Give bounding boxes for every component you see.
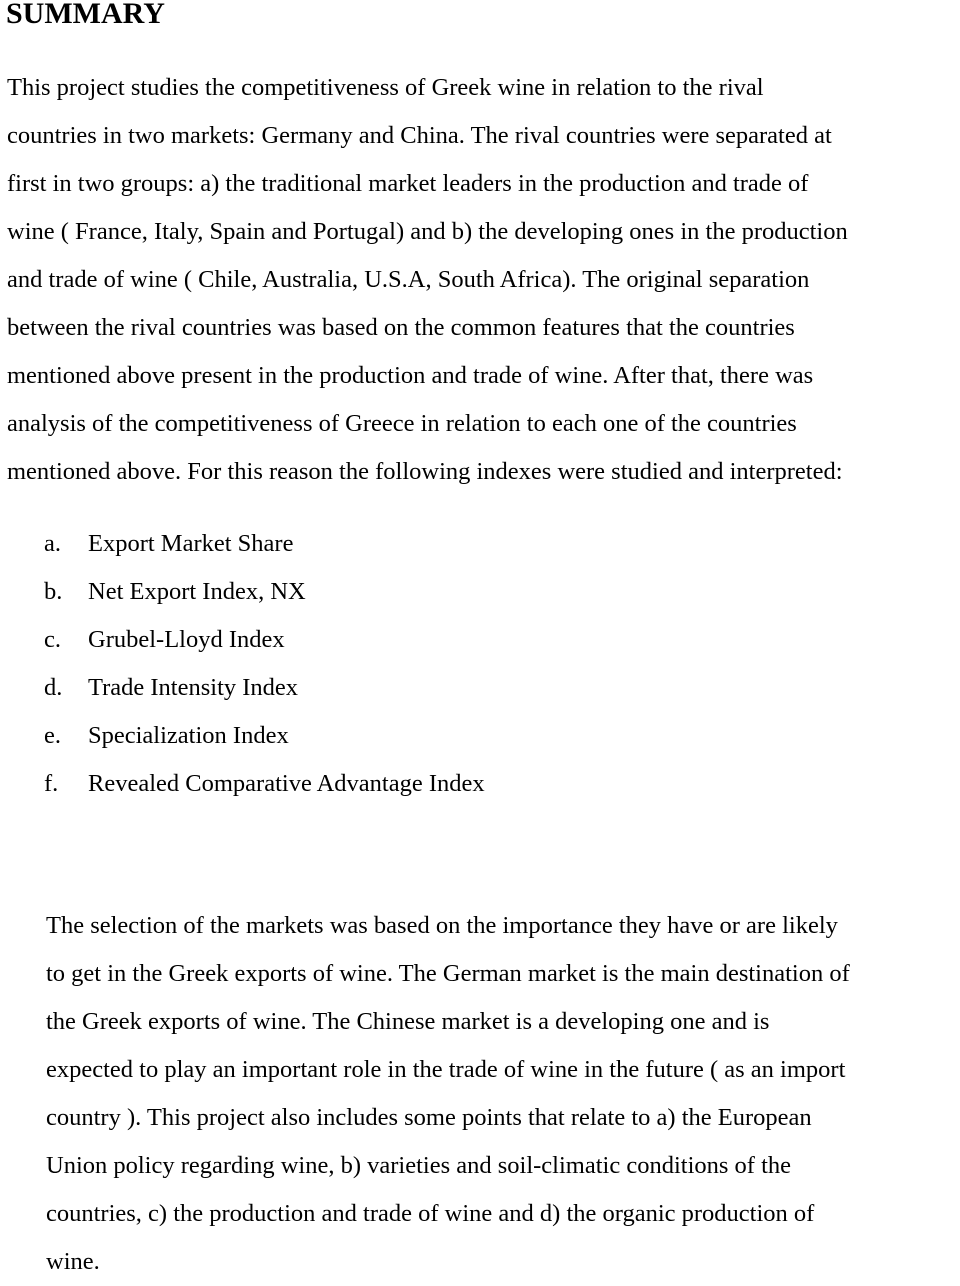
- markets-line: expected to play an important role in the trade of wine in the future ( as an import: [46, 1056, 846, 1083]
- markets-line: The selection of the markets was based on the importance they have or are likely: [46, 912, 838, 939]
- indexes-list: [44, 520, 485, 808]
- list-item-label: Revealed Comparative Advantage Index: [88, 770, 485, 797]
- intro-line: mentioned above. For this reason the following indexes were studied and interpreted:: [7, 458, 843, 485]
- intro-line: This project studies the competitiveness of Greek wine in relation to the rival: [7, 74, 764, 101]
- list-marker: d.: [44, 674, 63, 701]
- intro-line: wine ( France, Italy, Spain and Portugal) and b) the developing ones in the production: [7, 218, 848, 245]
- intro-paragraph: [7, 64, 848, 496]
- list-item: [44, 664, 485, 712]
- list-item: [44, 568, 485, 616]
- intro-line: first in two groups: a) the traditional market leaders in the production and trade of: [7, 170, 809, 197]
- intro-line: mentioned above present in the production and trade of wine. After that, there was: [7, 362, 814, 389]
- intro-line: between the rival countries was based on the common features that the countries: [7, 314, 795, 341]
- list-item: [44, 616, 485, 664]
- intro-line: analysis of the competitiveness of Greece in relation to each one of the countries: [7, 410, 797, 437]
- list-item: [44, 520, 485, 568]
- list-marker: b.: [44, 578, 63, 605]
- markets-line: the Greek exports of wine. The Chinese market is a developing one and is: [46, 1008, 770, 1035]
- summary-heading: SUMMARY: [6, 0, 165, 30]
- intro-line: countries in two markets: Germany and China. The rival countries were separated at: [7, 122, 832, 149]
- markets-line: to get in the Greek exports of wine. The German market is the main destination of: [46, 960, 850, 987]
- list-marker: a.: [44, 530, 61, 557]
- markets-line: countries, c) the production and trade of wine and d) the organic production of: [46, 1200, 815, 1227]
- intro-line: and trade of wine ( Chile, Australia, U.S.A, South Africa). The original separation: [7, 266, 810, 293]
- list-marker: e.: [44, 722, 61, 749]
- list-marker: f.: [44, 770, 59, 797]
- list-item-label: Net Export Index, NX: [88, 578, 306, 605]
- markets-line: wine.: [46, 1248, 100, 1275]
- list-item-label: Specialization Index: [88, 722, 289, 749]
- markets-line: Union policy regarding wine, b) varieties and soil-climatic conditions of the: [46, 1152, 792, 1179]
- list-item: [44, 712, 485, 760]
- markets-line: country ). This project also includes some points that relate to a) the European: [46, 1104, 812, 1131]
- list-item-label: Export Market Share: [88, 530, 294, 557]
- list-item: [44, 760, 485, 808]
- list-marker: c.: [44, 626, 61, 653]
- list-item-label: Grubel-Lloyd Index: [88, 626, 285, 653]
- list-item-label: Trade Intensity Index: [88, 674, 299, 701]
- markets-paragraph: [46, 902, 850, 1286]
